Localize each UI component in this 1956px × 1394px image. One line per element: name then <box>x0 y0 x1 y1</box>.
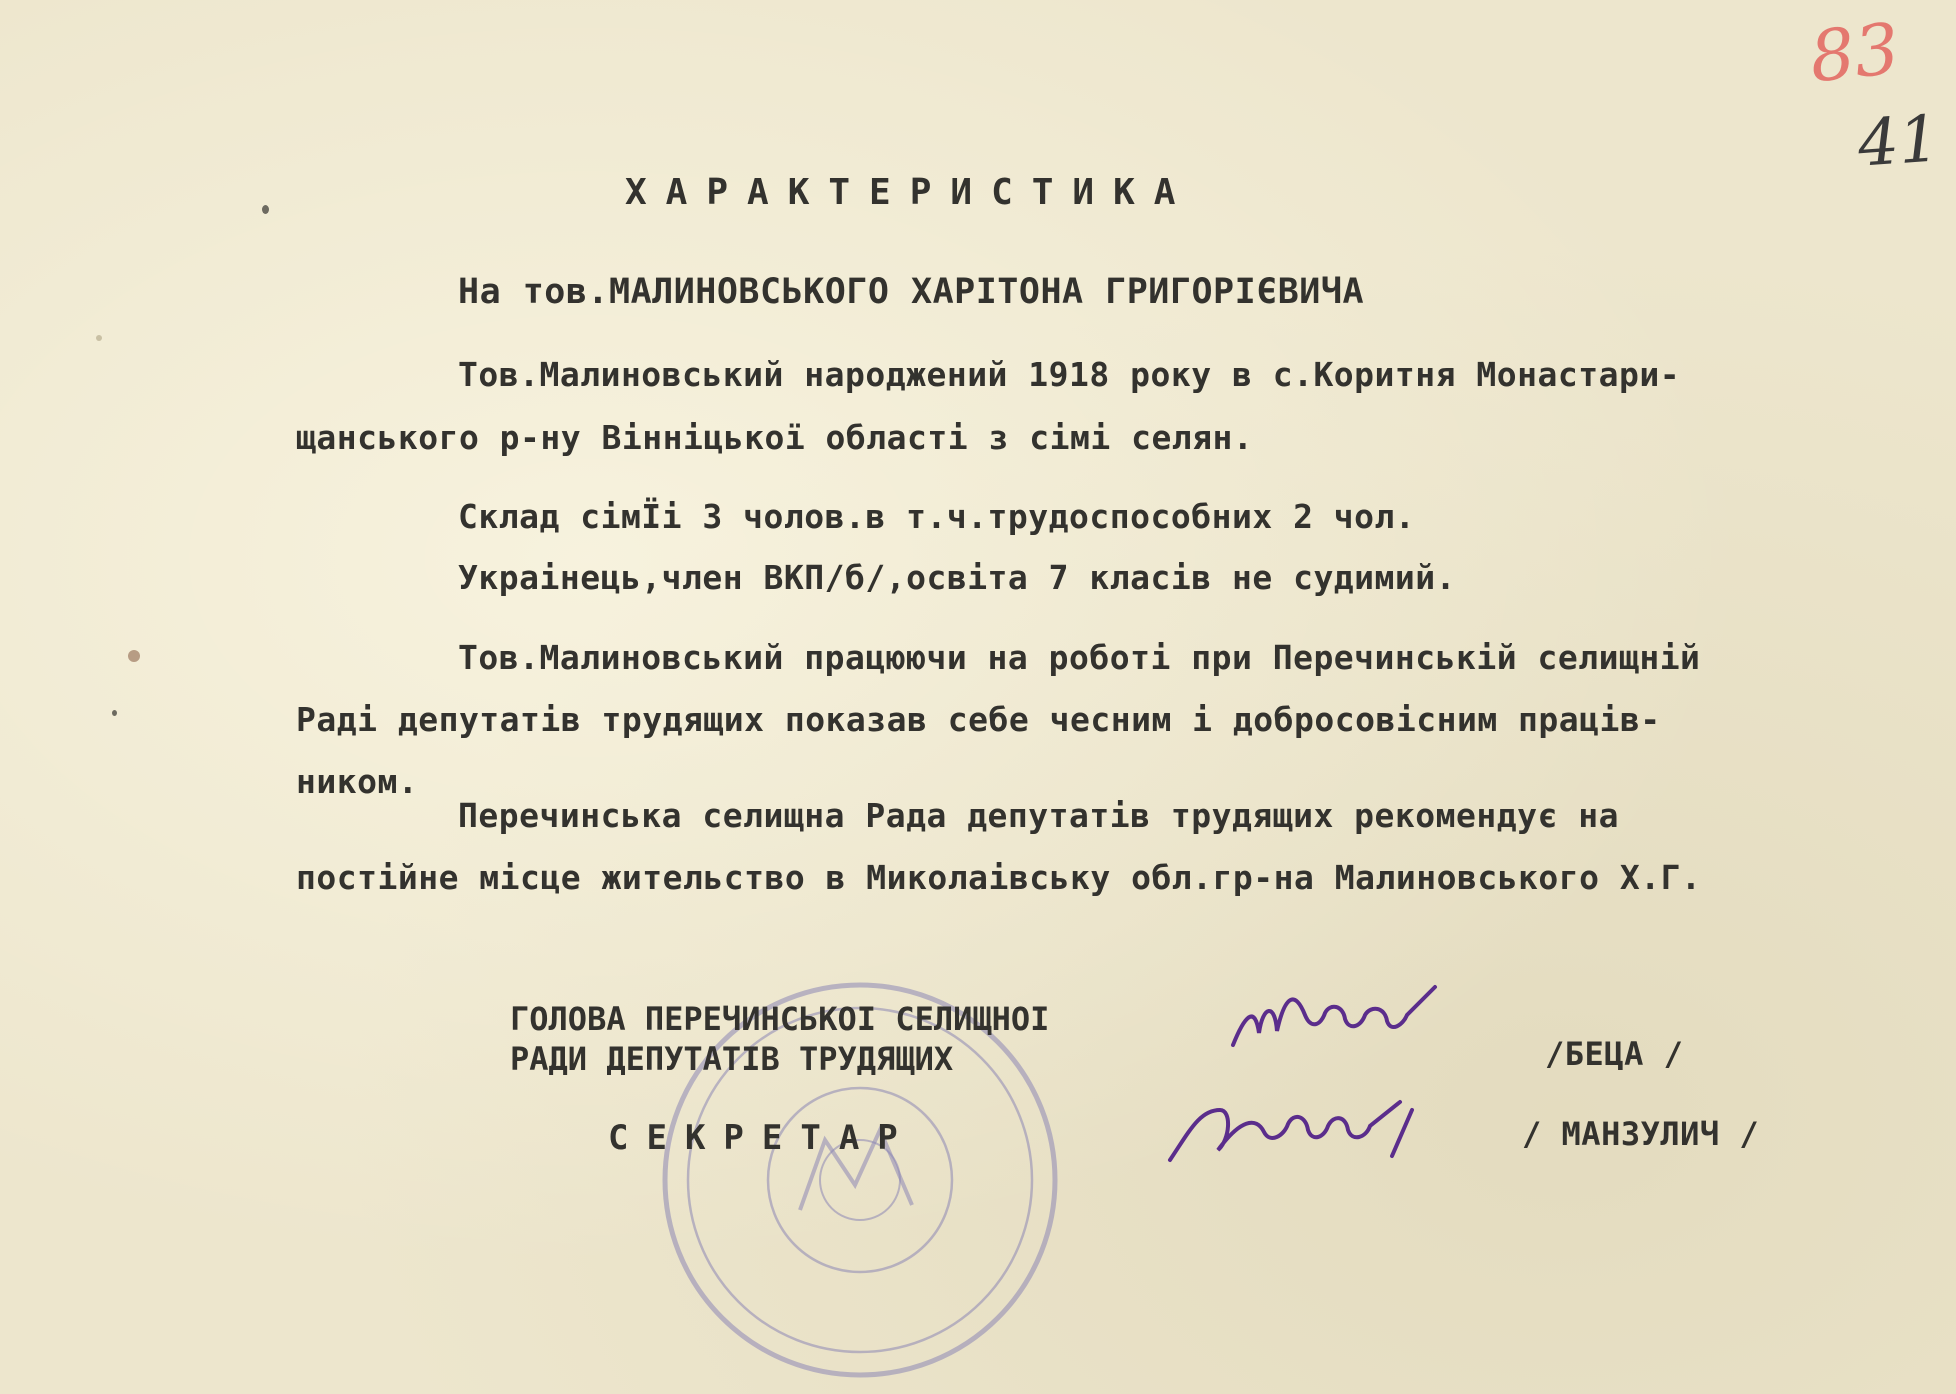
subject-line: На тов.МАЛИНОВСЬКОГО ХАРІТОНА ГРИГОРІЄВИЧА <box>458 272 1365 312</box>
head-title-line2: РАДИ ДЕПУТАТІВ ТРУДЯЩИХ <box>510 1040 954 1078</box>
document-title: ХАРАКТЕРИСТИКА <box>625 172 1195 213</box>
secretary-signature <box>1160 1080 1440 1170</box>
punch-mark <box>128 650 140 662</box>
secretary-title: СЕКРЕТАР <box>608 1118 916 1158</box>
body-line: Тов.Малиновський народжений 1918 року в с.Коритня Монастари- <box>458 355 1681 394</box>
archive-number-red: 83 <box>1805 7 1904 99</box>
archive-number-pencil: 41 <box>1855 102 1942 182</box>
body-line: щанського р-ну Вінніцької області з сімі селян. <box>296 418 1254 457</box>
body-line: Украінець,член ВКП/б/,освіта 7 класів не судимий. <box>458 558 1457 597</box>
body-line: Перечинська селищна Рада депутатів трудящих рекомендує на <box>458 796 1619 835</box>
head-signature <box>1225 975 1445 1055</box>
body-line: Склад сімЇі 3 чолов.в т.ч.трудоспособних 2 чол. <box>458 497 1416 536</box>
body-line: Тов.Малиновський працюючи на роботі при Перечинській селищній <box>458 638 1701 677</box>
secretary-name: / МАНЗУЛИЧ / <box>1522 1115 1760 1153</box>
punch-mark <box>112 710 117 716</box>
punch-mark <box>96 335 102 341</box>
punch-mark <box>262 205 269 214</box>
body-line: постійне місце жительство в Миколаівську обл.гр-на Малиновського Х.Г. <box>296 858 1702 897</box>
body-line: Раді депутатів трудящих показав себе чесним і добросовісним праців- <box>296 700 1661 739</box>
head-name: /БЕЦА / <box>1545 1035 1684 1073</box>
head-title-line1: ГОЛОВА ПЕРЕЧИНСЬКОІ СЕЛИЩНОІ <box>510 1000 1050 1038</box>
body-line: ником. <box>296 762 419 801</box>
